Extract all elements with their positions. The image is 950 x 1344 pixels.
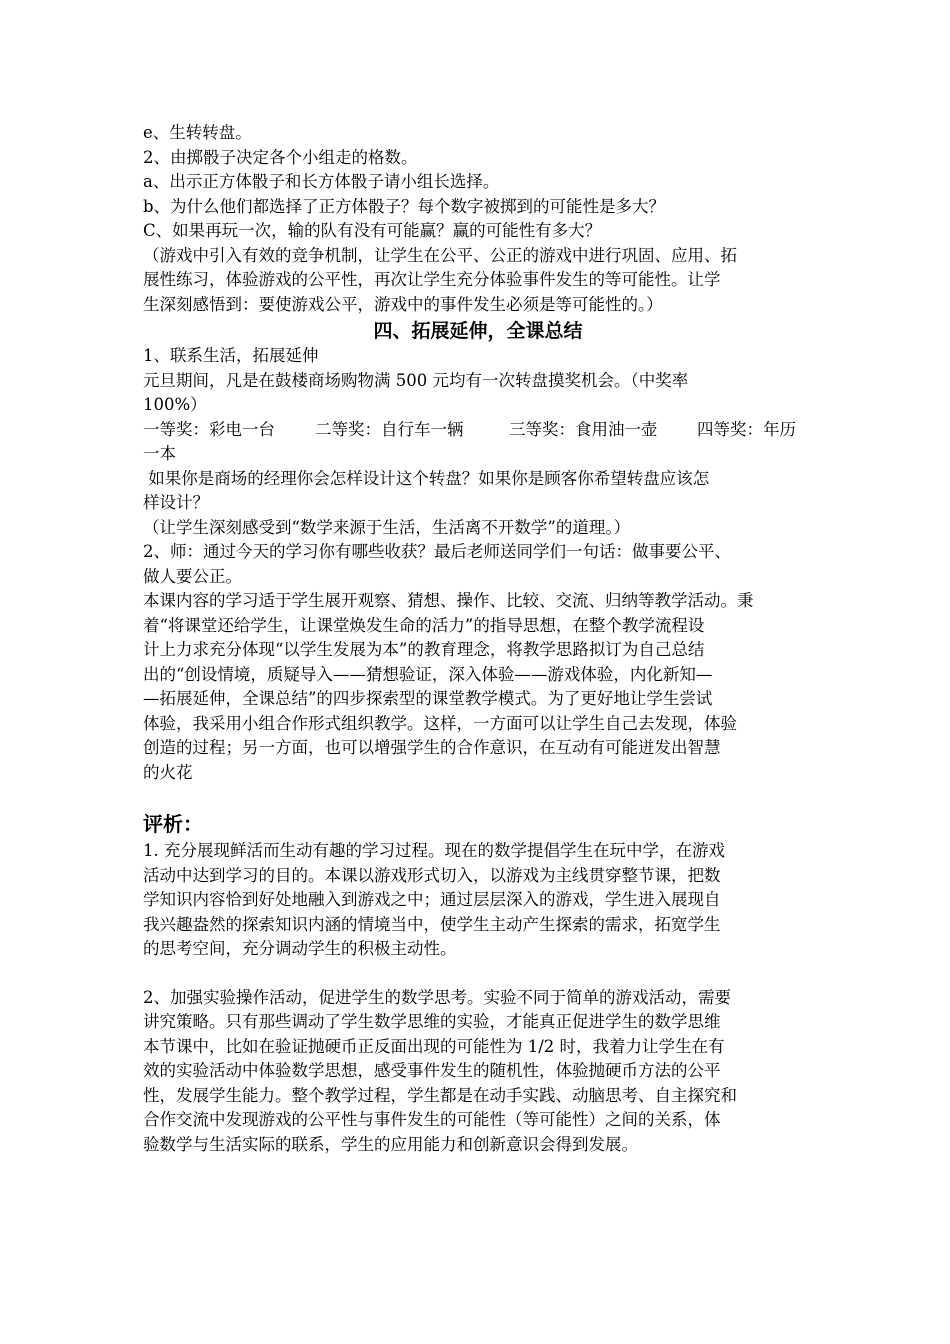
review-paragraph-1 [143, 839, 813, 962]
text-line: C、如果再玩一次，输的队有没有可能赢？赢的可能性有多大？ [143, 221, 602, 240]
text-line: 出的“创设情境，质疑导入——猜想验证，深入体验——游戏体验，内化新知— [143, 664, 713, 684]
prize-third: 三等奖：食用油一壶 [509, 419, 658, 439]
text-line: —拓展延伸，全课总结”的四步探索型的课堂教学模式。为了更好地让学生尝试 [143, 689, 713, 708]
text-line: 2、由掷骰子决定各个小组走的格数。 [143, 147, 418, 167]
text-line: 验数学与生活实际的联系，学生的应用能力和创新意识会得到发展。 [143, 1134, 638, 1154]
text-line: 着“将课堂还给学生，让课堂焕发生命的活力”的指导思想，在整个教学流程设 [143, 615, 705, 635]
text-line: 做人要公正。 [143, 566, 242, 586]
item1-title: 1、联系生活，拓展延伸 [143, 346, 319, 365]
text-line: 生深刻感悟到：要使游戏公平，游戏中的事件发生必须是等可能性的。） [143, 294, 663, 314]
text-line: 元旦期间，凡是在鼓楼商场购物满 500 元均有一次转盘摸奖机会。（中奖率 [143, 370, 689, 390]
text-line: 我兴趣盎然的探索知识内涵的情境当中，使学生主动产生探索的需求，拓宽学生 [143, 914, 721, 934]
text-line: 的思考空间，充分调动学生的积极主动性。 [143, 939, 457, 958]
text-line: e、生转转盘。 [143, 123, 252, 142]
text-line: 计上力求充分体现“以学生发展为本”的教育理念，将教学思路拟订为自己总结 [143, 640, 705, 659]
text-line: 本课内容的学习适于学生展开观察、猜想、操作、比较、交流、归纳等教学活动。秉 [143, 591, 754, 610]
text-line: （游戏中引入有效的竞争机制，让学生在公平、公正的游戏中进行巩固、应用、拓 [143, 245, 737, 265]
text-line: 创造的过程；另一方面，也可以增强学生的合作意识，在互动有可能迸发出智慧 [143, 738, 721, 757]
prize-second: 二等奖：自行车一辆 [315, 419, 464, 439]
text-line: 合作交流中发现游戏的公平性与事件发生的可能性（等可能性）之间的关系，体 [143, 1110, 721, 1129]
text-line: 本节课中，比如在验证抛硬币正反面出现的可能性为 1/2 时，我着力让学生在有 [143, 1036, 725, 1056]
text-line: 展性练习，体验游戏的公平性，再次让学生充分体验事件发生的等可能性。让学 [143, 270, 721, 289]
text-line: 的火花 [143, 762, 193, 782]
prize-fourth: 四等奖：年历 [697, 419, 796, 439]
text-line: 样设计？ [143, 493, 209, 512]
text-line: 2、加强实验操作活动，促进学生的数学思考。实验不同于简单的游戏活动，需要 [143, 987, 731, 1007]
text-line: b、为什么他们都选择了正方体骰子？每个数字被掷到的可能性是多大？ [143, 196, 666, 216]
text-line: 讲究策略。只有那些调动了学生数学思维的实验，才能真正促进学生的数学思维 [143, 1012, 721, 1031]
text-line: 100%） [143, 395, 207, 414]
text-line: 性，发展学生能力。整个教学过程，学生都是在动手实践、动脑思考、自主探究和 [143, 1085, 737, 1105]
text-line: 效的实验活动中体验数学思想，感受事件发生的随机性，体验抛硬币方法的公平 [143, 1061, 721, 1080]
text-line: 如果你是商场的经理你会怎样设计这个转盘？如果你是顾客你希望转盘应该怎 [143, 468, 710, 488]
section-heading: 四、拓展延伸，全课总结 [373, 320, 583, 342]
review-paragraph-2 [143, 986, 813, 1158]
prize-fourth-cont: 一本 [143, 444, 176, 463]
review-title: 评析： [143, 812, 203, 836]
text-line: 活动中达到学习的目的。本课以游戏形式切入，以游戏为主线贯穿整节课，把数 [143, 865, 721, 885]
paragraph-spacer [143, 962, 813, 986]
text-line: 1. 充分展现鲜活而生动有趣的学习过程。现在的数学提倡学生在玩中学，在游戏 [143, 841, 725, 860]
text-line: a、出示正方体骰子和长方体骰子请小组长选择。 [143, 172, 500, 191]
document-body [143, 121, 813, 1157]
game-note-paragraph [143, 244, 813, 318]
text-line: 2、师：通过今天的学习你有哪些收获？最后老师送同学们一句话：做事要公平、 [143, 542, 731, 561]
text-line: 体验，我采用小组合作形式组织教学。这样，一方面可以让学生自己去发现，体验 [143, 713, 737, 733]
prize-first: 一等奖：彩电一台 [143, 419, 275, 439]
quote-note: （让学生深刻感受到“数学来源于生活，生活离不开数学”的道理。） [143, 517, 631, 537]
prize-list [143, 418, 813, 443]
summary-paragraph [143, 589, 813, 785]
text-line: 学知识内容恰到好处地融入到游戏之中；通过层层深入的游戏，学生进入展现自 [143, 890, 721, 909]
